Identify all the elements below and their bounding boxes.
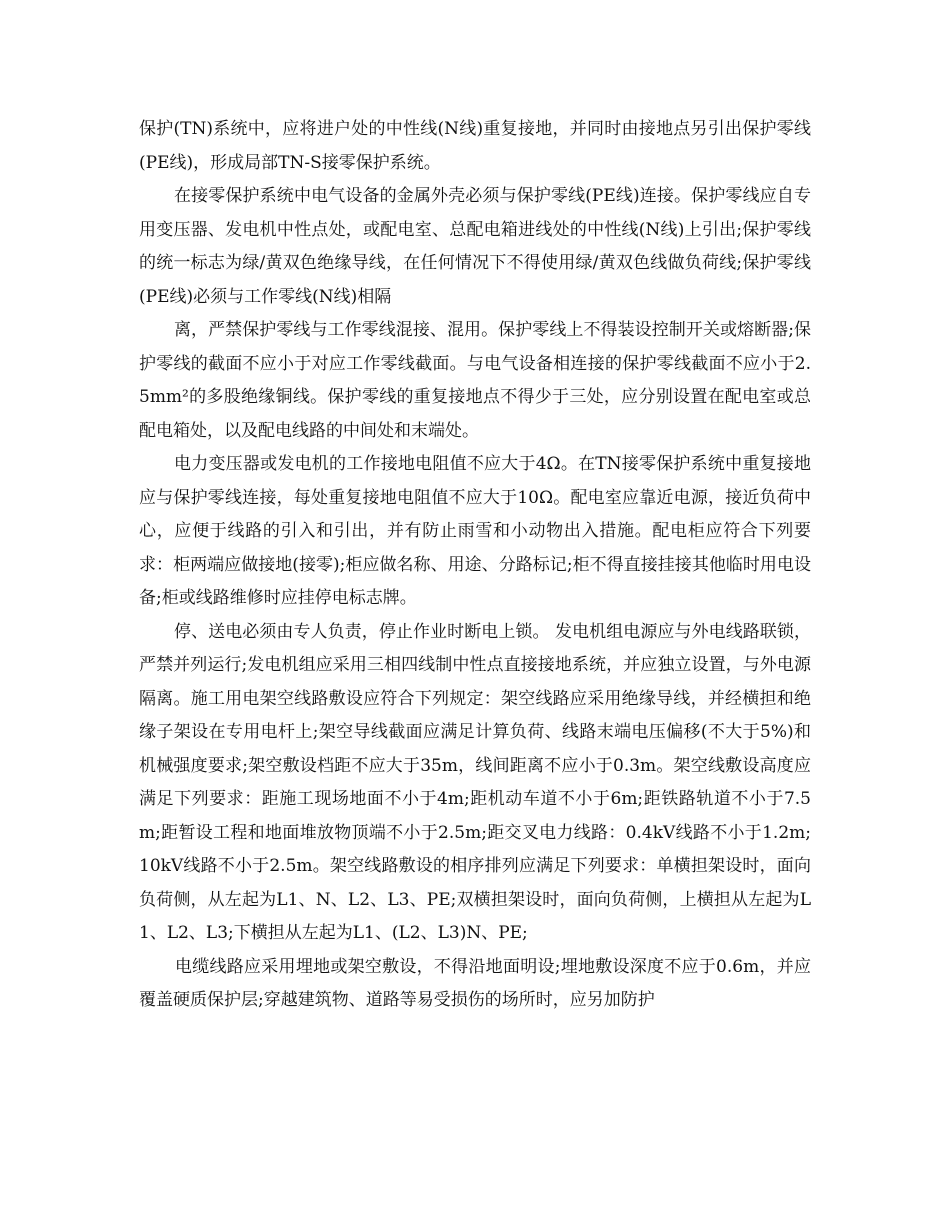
paragraph: 在接零保护系统中电气设备的金属外壳必须与保护零线(PE线)连接。保护零线应自专用变压器、发电机中性点处，或配电室、总配电箱进线处的中性线(N线)上引出;保护零线的统一标志为绿/黄双色绝缘导线，在任何情况下不得使用绿/黄双色线做负荷线;保护零线(PE线)必须与工作零线(N线)相隔 [139, 186, 811, 307]
paragraph: 保护(TN)系统中，应将进户处的中性线(N线)重复接地，并同时由接地点另引出保护零线(PE线)，形成局部TN-S接零保护系统。 [139, 119, 811, 173]
paragraph: 停、送电必须由专人负责，停止作业时断电上锁。 发电机组电源应与外电线路联锁，严禁并列运行;发电机组应采用三相四线制中性点直接接地系统，并应独立设置，与外电源隔离。施工用电架空线路敷设应符合下列规定：架空线路应采用绝缘导线，并经横担和绝缘子架设在专用电杆上;架空导线截面应满足计算负荷、线路末端电压偏移(不大于5%)和机械强度要求;架空敷设档距不应大于35m，线间距离不应小于0.3m。架空线敷设高度应满足下列要求：距施工现场地面不小于4m;距机动车道不小于6m;距铁路轨道不小于7.5m;距暂设工程和地面堆放物顶端不小于2.5m;距交叉电力线路：0.4kV线路不小于1.2m;10kV线路不小于2.5m。架空线路敷设的相序排列应满足下列要求：单横担架设时，面向负荷侧，从左起为L1、N、L2、L3、PE;双横担架设时，面向负荷侧，上横担从左起为L1、L2、L3;下横担从左起为L1、(L2、L3)N、PE; [139, 621, 811, 943]
paragraph: 电力变压器或发电机的工作接地电阻值不应大于4Ω。在TN接零保护系统中重复接地应与保护零线连接，每处重复接地电阻值不应大于10Ω。配电室应靠近电源，接近负荷中心，应便于线路的引入和引出，并有防止雨雪和小动物出入措施。配电柜应符合下列要求：柜两端应做接地(接零);柜应做名称、用途、分路标记;柜不得直接挂接其他临时用电设备;柜或线路维修时应挂停电标志牌。 [139, 454, 811, 608]
paragraph: 电缆线路应采用埋地或架空敷设，不得沿地面明设;埋地敷设深度不应于0.6m，并应覆盖硬质保护层;穿越建筑物、道路等易受损伤的场所时，应另加防护 [139, 956, 811, 1010]
paragraph: 离，严禁保护零线与工作零线混接、混用。保护零线上不得装设控制开关或熔断器;保护零线的截面不应小于对应工作零线截面。与电气设备相连接的保护零线截面不应小于2.5mm²的多股绝缘铜线。保护零线的重复接地点不得少于三处，应分别设置在配电室或总配电箱处，以及配电线路的中间处和末端处。 [139, 320, 811, 441]
document-body [139, 113, 811, 1018]
